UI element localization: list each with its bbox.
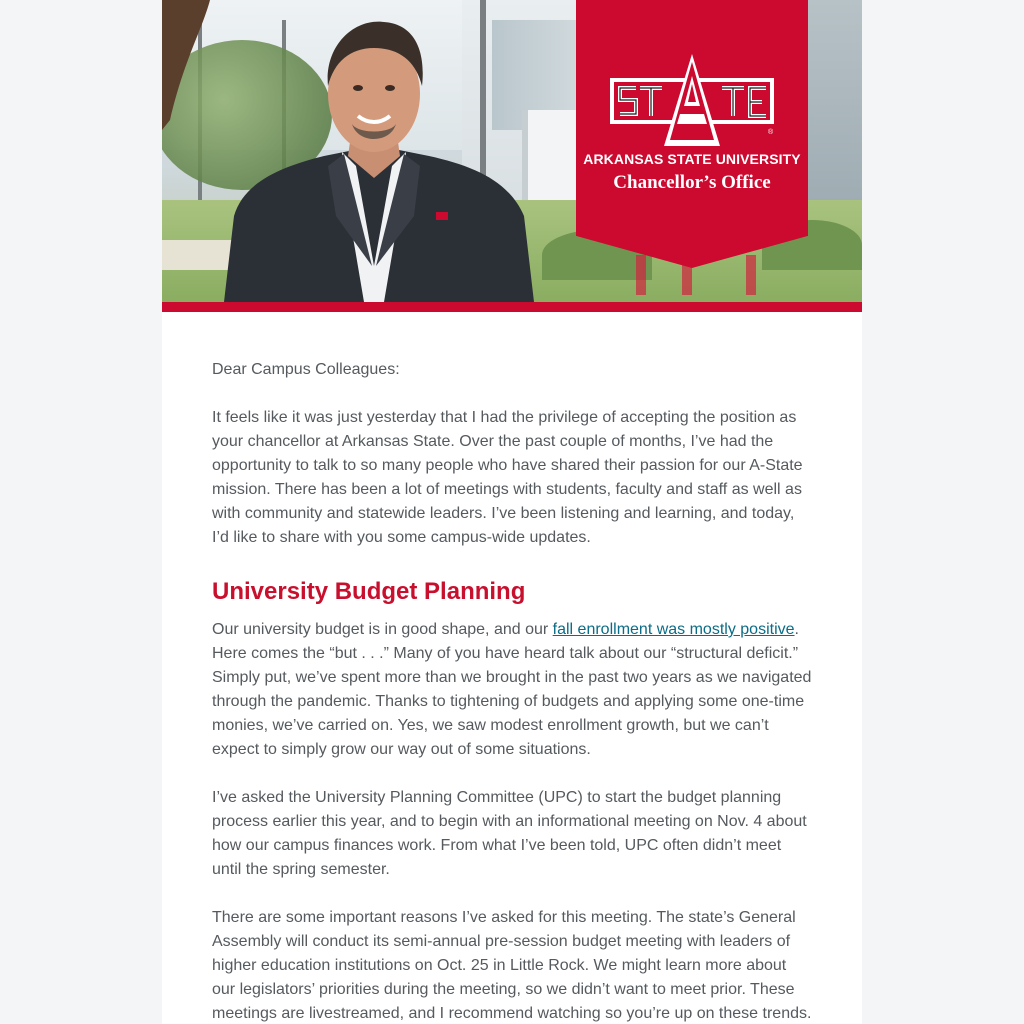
greeting: Dear Campus Colleagues: <box>212 361 400 378</box>
budget-text-after-link: . Here comes the “but . . .” Many of you have heard talk about our “structural deficit.” Simply put, we’ve spent more than we brought in the past two years as we navigated through the pandemic. Thanks to tightening of budgets and applying some one-time monies, we’ve carried on. Yes, we saw modest enrollment growth, but we can’t expect to simply grow our way out of some situations. <box>212 621 812 758</box>
budget-paragraph-3: There are some important reasons I’ve asked for this meeting. The state’s General Assembly will conduct its semi-annual pre-session budget meeting with leaders of higher education institutions on Oct. 25 in Little Rock. We might learn more about our legislators’ priorities during the meeting, so we didn’t want to meet prior. These meetings are livestreamed, and I recommend watching so you’re up on these trends. <box>212 909 812 1022</box>
red-sign-blur <box>746 255 756 295</box>
letter-content <box>162 312 862 1024</box>
budget-text-before-link: Our university budget is in good shape, and our <box>212 621 553 638</box>
section-heading: University Budget Planning <box>212 578 526 605</box>
svg-text:®: ® <box>768 129 774 136</box>
budget-paragraph-1 <box>212 618 812 762</box>
budget-paragraph-2: I’ve asked the University Planning Committee (UPC) to start the budget planning process earlier this year, and to begin with an informational meeting on Nov. 4 about how our campus finances work. From what I’ve been told, UPC often didn’t meet until the spring semester. <box>212 789 807 878</box>
logo-word <box>610 54 774 146</box>
header-divider <box>162 302 862 312</box>
fall-enrollment-link[interactable]: fall enrollment was mostly positive <box>552 621 795 638</box>
email-body <box>162 0 862 1024</box>
university-name: ARKANSAS STATE UNIVERSITY <box>583 151 801 167</box>
chancellor-portrait <box>224 16 544 302</box>
office-name: Chancellor’s Office <box>613 172 771 193</box>
tree-trunk <box>162 0 222 140</box>
red-sign-blur <box>636 255 646 295</box>
a-state-logo <box>610 54 774 146</box>
header-banner-image <box>162 0 862 302</box>
intro-paragraph: It feels like it was just yesterday that I had the privilege of accepting the position as your chancellor at Arkansas State. Over the past couple of months, I’ve had the opportunity to talk to so many people who have shared their passion for our A-State mission. There has been a lot of meetings with students, faculty and staff as well as with community and statewide leaders. I’ve been listening and learning, and today, I’d like to share with you some campus-wide updates. <box>212 409 803 546</box>
